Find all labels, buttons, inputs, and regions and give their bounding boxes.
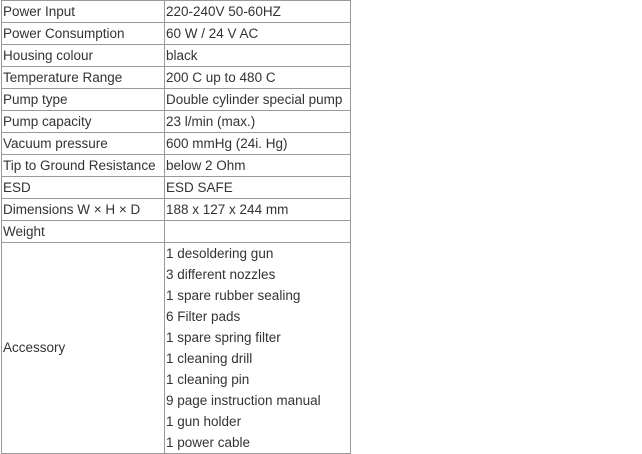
spec-label: Housing colour: [2, 45, 165, 67]
accessory-item: 1 spare rubber sealing: [166, 288, 301, 303]
accessory-item: 1 desoldering gun: [166, 246, 274, 261]
table-row: [2, 1, 351, 23]
spec-label: Power Consumption: [2, 23, 165, 45]
spec-value: 600 mmHg (24i. Hg): [165, 133, 351, 155]
spec-value: Double cylinder special pump: [165, 89, 351, 111]
spec-value: 23 l/min (max.): [165, 111, 351, 133]
spec-value: black: [165, 45, 351, 67]
spec-value: 188 x 127 x 244 mm: [165, 199, 351, 221]
spec-value: 60 W / 24 V AC: [165, 23, 351, 45]
table-row: [2, 221, 351, 243]
spec-label: Weight: [2, 221, 165, 243]
table-row: [2, 199, 351, 221]
accessory-item: 1 cleaning drill: [166, 351, 253, 366]
accessory-item: 3 different nozzles: [166, 267, 276, 282]
spec-label: Power Input: [2, 1, 165, 23]
table-row: [2, 133, 351, 155]
spec-label: Vacuum pressure: [2, 133, 165, 155]
accessory-list: [165, 243, 351, 454]
table-row: [2, 155, 351, 177]
spec-value: 200 C up to 480 C: [165, 67, 351, 89]
spec-label: ESD: [2, 177, 165, 199]
spec-label: Tip to Ground Resistance: [2, 155, 165, 177]
accessory-item: 1 spare spring filter: [166, 330, 281, 345]
spec-label: Pump type: [2, 89, 165, 111]
spec-value: [165, 221, 351, 243]
spec-table: [1, 0, 351, 454]
spec-label: Dimensions W × H × D: [2, 199, 165, 221]
accessory-row: [2, 243, 351, 454]
accessory-item: 6 Filter pads: [166, 309, 241, 324]
accessory-item: 1 power cable: [166, 435, 251, 450]
table-row: [2, 23, 351, 45]
accessory-label: Accessory: [2, 243, 165, 454]
accessory-item: 1 gun holder: [166, 414, 242, 429]
spec-label: Pump capacity: [2, 111, 165, 133]
spec-label: Temperature Range: [2, 67, 165, 89]
accessory-item: 9 page instruction manual: [166, 393, 321, 408]
table-row: [2, 111, 351, 133]
table-row: [2, 177, 351, 199]
spec-value: 220-240V 50-60HZ: [165, 1, 351, 23]
spec-value: ESD SAFE: [165, 177, 351, 199]
table-row: [2, 45, 351, 67]
table-row: [2, 67, 351, 89]
accessory-item: 1 cleaning pin: [166, 372, 250, 387]
spec-value: below 2 Ohm: [165, 155, 351, 177]
table-row: [2, 89, 351, 111]
